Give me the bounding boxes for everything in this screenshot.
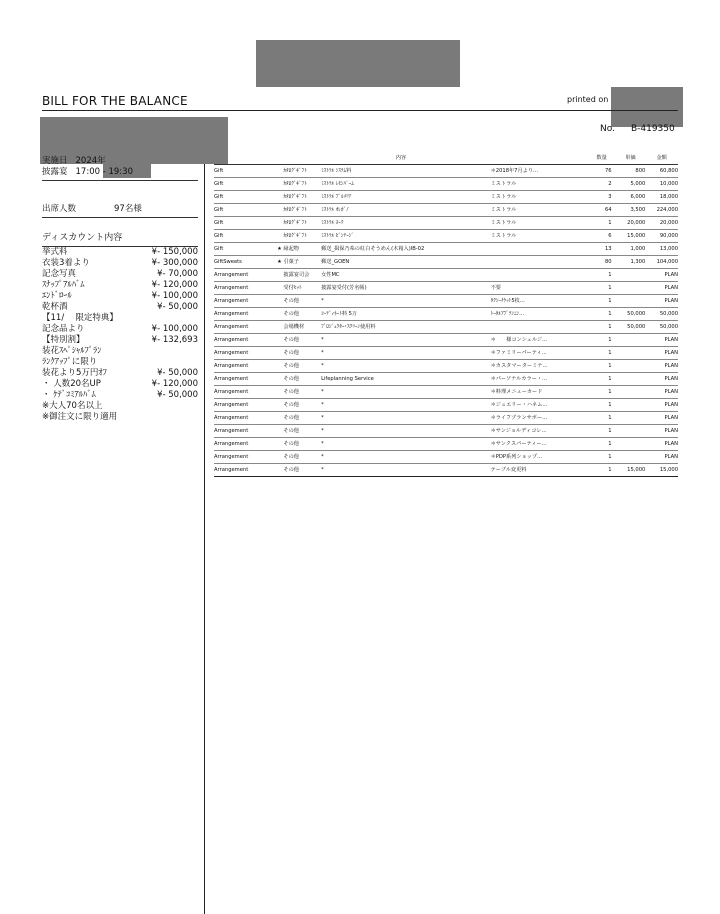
discount-row	[42, 280, 198, 291]
cell-item-name: ｺｰﾃﾞｨﾈｰﾄ料 5万	[321, 311, 358, 317]
table-row	[214, 256, 678, 269]
cell-amount: PLAN	[664, 441, 679, 447]
table-row	[214, 178, 678, 191]
table-row	[214, 399, 678, 412]
cell-qty: 1	[608, 324, 612, 330]
table-row	[214, 360, 678, 373]
cell-item-name: *	[321, 467, 324, 473]
cell-qty: 1	[608, 311, 612, 317]
discount-note: ※御注文に限り適用	[42, 412, 118, 422]
cell-category: その他	[283, 298, 299, 304]
cell-amount: PLAN	[664, 298, 679, 304]
discount-label: 【11/ 限定特典】	[42, 313, 118, 323]
cell-amount: 20,000	[659, 220, 679, 226]
cell-note: テーブル変更料	[490, 467, 527, 473]
cell-unit-price	[616, 451, 646, 463]
cell-qty: 6	[608, 233, 612, 239]
cell-type: Gift	[214, 220, 224, 226]
cell-type: Arrangement	[214, 467, 249, 473]
cell-unit-price	[616, 373, 646, 385]
table-row	[214, 191, 678, 204]
discount-title: ディスカウント内容	[42, 233, 123, 243]
cell-note: ＊ 様コンシェルジ...	[490, 337, 548, 343]
cell-category: その他	[283, 467, 299, 473]
cell-note: ＊サンクスパーティー...	[490, 441, 547, 447]
cell-star	[275, 360, 283, 372]
cell-note: 不要	[490, 285, 501, 291]
discount-label: 挙式料	[42, 247, 68, 257]
cell-qty: 1	[608, 389, 612, 395]
cell-qty: 1	[608, 298, 612, 304]
table-row	[214, 334, 678, 347]
cell-amount: 18,000	[659, 194, 679, 200]
cell-star	[275, 321, 283, 333]
header-unit-price: 単価	[625, 155, 636, 161]
table-row	[214, 451, 678, 464]
cell-qty: 2	[608, 181, 612, 187]
cell-star	[275, 204, 283, 216]
table-row	[214, 243, 678, 256]
cell-note: ミストラル	[490, 194, 517, 200]
cell-qty: 80	[604, 259, 612, 265]
cell-item-name: 女性MC	[321, 272, 340, 278]
cell-qty: 1	[608, 454, 612, 460]
discount-row	[42, 269, 198, 280]
cell-item-name: 郵送_GOEN	[321, 259, 350, 265]
cell-unit-price	[616, 282, 646, 294]
cell-unit-price: 3,500	[630, 207, 646, 213]
table-row	[214, 165, 678, 178]
cell-qty: 1	[608, 337, 612, 343]
discount-value: ¥- 300,000	[151, 258, 198, 268]
cell-item-name: *	[321, 389, 324, 395]
cell-qty: 1	[608, 441, 612, 447]
cell-amount: PLAN	[664, 376, 679, 382]
table-row	[214, 230, 678, 243]
cell-amount: 224,000	[656, 207, 679, 213]
cell-amount: 10,000	[659, 181, 679, 187]
cell-amount: 60,800	[659, 168, 679, 174]
cell-unit-price	[616, 438, 646, 450]
cell-qty: 1	[608, 350, 612, 356]
cell-note: ＊パーソナルカラー・...	[490, 376, 547, 382]
cell-type: Arrangement	[214, 376, 249, 382]
cell-category: その他	[283, 454, 299, 460]
cell-unit-price: 50,000	[627, 324, 646, 330]
cell-item-name: ﾐｽﾄﾗﾙ ﾌﾞﾙﾒﾘｱ	[321, 194, 352, 200]
cell-unit-price	[616, 412, 646, 424]
cell-item-name: ﾐｽﾄﾗﾙ ｵﾚｶﾞﾉ	[321, 207, 349, 213]
cell-note: ＊PDP系列ショップ...	[490, 454, 543, 460]
cell-type: Gift	[214, 246, 224, 252]
cell-category: 縁起物	[283, 246, 299, 252]
discount-row	[42, 379, 198, 390]
bill-number-value: B-419350	[630, 124, 675, 134]
cell-star	[275, 295, 283, 307]
cell-category: その他	[283, 389, 299, 395]
cell-type: Gift	[214, 194, 224, 200]
cell-note: ミストラル	[490, 181, 517, 187]
cell-amount: 104,000	[656, 259, 679, 265]
cell-item-name: *	[321, 298, 324, 304]
discount-value: ¥- 120,000	[151, 379, 198, 389]
reception-time	[42, 167, 198, 178]
cell-note	[491, 243, 588, 255]
cell-amount: 50,000	[659, 311, 679, 317]
redacted-header-block	[256, 40, 460, 87]
cell-amount: 50,000	[659, 324, 679, 330]
discount-label: 【特別割】	[42, 335, 85, 345]
discount-value: ¥- 50,000	[157, 390, 198, 400]
event-summary-panel	[42, 156, 198, 423]
cell-category: 会場機材	[283, 324, 305, 330]
table-row	[214, 295, 678, 308]
discount-label: ・ ｹﾃﾞｺﾐｱﾙﾊﾞﾑ	[42, 390, 96, 400]
cell-qty: 76	[604, 168, 612, 174]
cell-category: ｶﾀﾛｸﾞｷﾞﾌﾄ	[283, 220, 307, 226]
discount-row	[42, 346, 198, 357]
cell-note: ミストラル	[490, 207, 517, 213]
cell-star	[275, 282, 283, 294]
cell-note: ＊ジュエリー・ハネム...	[490, 402, 548, 408]
cell-unit-price	[616, 399, 646, 411]
header-content: 内容	[395, 155, 407, 161]
discount-row	[42, 357, 198, 368]
cell-item-name: *	[321, 337, 324, 343]
cell-unit-price	[616, 386, 646, 398]
cell-category: その他	[283, 311, 299, 317]
discount-label: 装花より5万円ｵﾌ	[42, 368, 107, 378]
cell-note	[491, 256, 588, 268]
cell-qty: 1	[608, 376, 612, 382]
discount-row	[42, 302, 198, 313]
cell-unit-price	[616, 425, 646, 437]
discount-note: ※大人70名以上	[42, 401, 103, 411]
cell-unit-price: 15,000	[627, 233, 646, 239]
table-row	[214, 321, 678, 334]
cell-category: ｶﾀﾛｸﾞｷﾞﾌﾄ	[283, 181, 307, 187]
cell-qty: 1	[608, 272, 612, 278]
event-date-label: 実施日	[42, 156, 68, 166]
discount-row	[42, 390, 198, 401]
cell-star	[275, 308, 283, 320]
cell-type: Gift	[214, 181, 224, 187]
cell-category: その他	[283, 376, 299, 382]
table-row	[214, 282, 678, 295]
cell-star	[275, 269, 283, 281]
cell-star	[275, 334, 283, 346]
cell-star	[275, 230, 283, 242]
cell-note: ＊ファミリーパーティ...	[490, 350, 547, 356]
cell-unit-price	[616, 295, 646, 307]
cell-type: Arrangement	[214, 428, 249, 434]
attendance-value: 97名様	[114, 204, 142, 214]
cell-star	[275, 386, 283, 398]
cell-type: Arrangement	[214, 441, 249, 447]
discount-value: ¥- 50,000	[157, 302, 198, 312]
cell-category: ｶﾀﾛｸﾞｷﾞﾌﾄ	[283, 194, 307, 200]
cell-note: ミストラル	[490, 220, 517, 226]
cell-category: その他	[283, 337, 299, 343]
cell-note	[491, 321, 588, 333]
cell-category: その他	[283, 428, 299, 434]
cell-unit-price: 50,000	[627, 311, 646, 317]
document-title: BILL FOR THE BALANCE	[42, 94, 188, 108]
cell-item-name: ﾐｽﾄﾗﾙ ﾖｰｸ	[321, 220, 344, 226]
cell-category: ｶﾀﾛｸﾞｷﾞﾌﾄ	[283, 168, 307, 174]
cell-note: ＊料理メニューカード	[490, 389, 543, 395]
cell-star	[275, 425, 283, 437]
cell-item-name: *	[321, 454, 324, 460]
cell-type: Gift	[214, 207, 224, 213]
cell-qty: 1	[608, 363, 612, 369]
table-row	[214, 425, 678, 438]
event-date-value: 2024年	[75, 156, 106, 166]
discount-row	[42, 291, 198, 302]
cell-category: その他	[283, 441, 299, 447]
cell-type: Arrangement	[214, 389, 249, 395]
bill-number	[600, 124, 675, 134]
cell-amount: PLAN	[664, 272, 679, 278]
cell-amount: PLAN	[664, 363, 679, 369]
cell-item-name: *	[321, 350, 324, 356]
table-row	[214, 412, 678, 425]
discount-value: ¥- 120,000	[151, 280, 198, 290]
cell-unit-price	[616, 269, 646, 281]
discount-label: ｴﾝﾄﾞﾛｰﾙ	[42, 291, 72, 301]
cell-type: Arrangement	[214, 454, 249, 460]
cell-unit-price	[616, 360, 646, 372]
cell-amount: PLAN	[664, 350, 679, 356]
cell-amount: PLAN	[664, 285, 679, 291]
cell-type: Arrangement	[214, 363, 249, 369]
cell-star	[275, 165, 283, 177]
cell-category: 披露宴司会	[283, 272, 310, 278]
cell-star	[275, 373, 283, 385]
table-row	[214, 217, 678, 230]
cell-type: Arrangement	[214, 285, 249, 291]
cell-star	[275, 347, 283, 359]
table-row	[214, 438, 678, 451]
cell-item-name: *	[321, 363, 324, 369]
attendance-row	[42, 203, 198, 215]
cell-note	[491, 269, 588, 281]
cell-unit-price: 15,000	[627, 467, 646, 473]
cell-star	[275, 464, 283, 476]
cell-unit-price: 20,000	[627, 220, 646, 226]
table-body	[214, 165, 678, 477]
discount-label: 記念写真	[42, 269, 77, 279]
discount-value: ¥- 50,000	[157, 368, 198, 378]
cell-unit-price	[616, 334, 646, 346]
cell-note: ＊2018年7月より...	[490, 168, 538, 174]
table-row	[214, 464, 678, 477]
cell-item-name: 郵送_揖保乃糸の紅白そうめん(木箱入)IB-02	[321, 246, 425, 252]
title-divider	[42, 110, 678, 111]
discount-value: ¥- 150,000	[151, 247, 198, 257]
bill-number-label: No.	[600, 124, 615, 134]
cell-note: ﾀｸｼｰﾁｹｯﾄ5枚...	[490, 298, 525, 304]
cell-qty: 3	[608, 194, 612, 200]
discount-label: 衣装3着より	[42, 258, 90, 268]
discount-label: 乾杯酒	[42, 302, 68, 312]
cell-category: その他	[283, 415, 299, 421]
header-qty: 数量	[596, 155, 607, 161]
cell-qty: 1	[608, 428, 612, 434]
cell-category: ｶﾀﾛｸﾞｷﾞﾌﾄ	[283, 233, 307, 239]
cell-qty: 1	[608, 402, 612, 408]
cell-category: その他	[283, 402, 299, 408]
discount-row	[42, 247, 198, 258]
cell-type: Arrangement	[214, 324, 249, 330]
table-header	[214, 152, 678, 165]
discount-label: ・ 人数20名UP	[42, 379, 101, 389]
cell-category: ｶﾀﾛｸﾞｷﾞﾌﾄ	[283, 207, 307, 213]
discount-row	[42, 335, 198, 346]
cell-note: ミストラル	[490, 233, 517, 239]
cell-amount: PLAN	[664, 402, 679, 408]
cell-category: その他	[283, 350, 299, 356]
cell-star	[275, 438, 283, 450]
table-row	[214, 386, 678, 399]
table-row	[214, 347, 678, 360]
cell-unit-price: 1,000	[630, 246, 646, 252]
cell-type: Arrangement	[214, 337, 249, 343]
cell-item-name: ﾐｽﾄﾗﾙ ｼｽﾃﾑ料	[321, 168, 352, 174]
discount-notes	[42, 401, 198, 423]
header-amount: 金額	[656, 155, 667, 161]
cell-category: 引菓子	[283, 259, 299, 265]
cell-amount: PLAN	[664, 389, 679, 395]
table-row	[214, 269, 678, 282]
cell-star	[275, 412, 283, 424]
redacted-print-date	[611, 87, 683, 127]
cell-amount: PLAN	[664, 454, 679, 460]
cell-type: Arrangement	[214, 272, 249, 278]
column-divider	[204, 164, 205, 914]
cell-qty: 13	[604, 246, 612, 252]
table-row	[214, 308, 678, 321]
cell-unit-price: 6,000	[630, 194, 646, 200]
cell-type: Gift	[214, 168, 224, 174]
discount-row	[42, 368, 198, 379]
cell-star	[275, 451, 283, 463]
cell-unit-price: 800	[635, 168, 646, 174]
event-date	[42, 156, 198, 167]
discount-list	[42, 247, 198, 401]
cell-qty: 64	[604, 207, 612, 213]
cell-item-name: *	[321, 428, 324, 434]
cell-unit-price: 5,000	[630, 181, 646, 187]
cell-amount: 15,000	[659, 467, 679, 473]
discount-value: ¥- 132,693	[151, 335, 198, 345]
cell-category: その他	[283, 363, 299, 369]
cell-amount: 90,000	[659, 233, 679, 239]
cell-unit-price: 1,300	[630, 259, 646, 265]
cell-qty: 1	[608, 415, 612, 421]
printed-on-label: printed on	[567, 95, 609, 104]
cell-star: ★	[277, 259, 282, 265]
discount-value: ¥- 100,000	[151, 324, 198, 334]
cell-item-name: *	[321, 415, 324, 421]
cell-amount: 13,000	[659, 246, 679, 252]
cell-note: ＊カスタマーターミナ...	[490, 363, 548, 369]
cell-item-name: ﾌﾟﾛｼﾞｪｸﾀｰ･ｽｸﾘｰﾝ使用料	[321, 324, 376, 330]
cell-amount: PLAN	[664, 428, 679, 434]
cell-note: ＊サンジョルディコレ...	[490, 428, 547, 434]
discount-label: ｽﾅｯﾌﾟｱﾙﾊﾞﾑ	[42, 280, 85, 290]
cell-item-name: *	[321, 402, 324, 408]
cell-qty: 1	[608, 220, 612, 226]
cell-star: ★	[277, 246, 282, 252]
discount-row	[42, 258, 198, 269]
cell-star	[275, 191, 283, 203]
cell-note: ﾄｰﾀﾙｱﾌﾟﾗﾝﾆﾝ...	[490, 311, 525, 317]
cell-type: Arrangement	[214, 402, 249, 408]
cell-type: Arrangement	[214, 298, 249, 304]
cell-unit-price	[616, 347, 646, 359]
table-row	[214, 204, 678, 217]
discount-row	[42, 313, 198, 324]
cell-amount: PLAN	[664, 337, 679, 343]
cell-note: ＊ライフプランサポー...	[490, 415, 548, 421]
discount-label: 記念品より	[42, 324, 85, 334]
cell-type: Gift	[214, 233, 224, 239]
table-row	[214, 373, 678, 386]
reception-label: 披露宴	[42, 167, 68, 177]
cell-qty: 1	[608, 467, 612, 473]
discount-label: ﾗﾝｸｱｯﾌﾟに限り	[42, 357, 98, 367]
cell-qty: 1	[608, 285, 612, 291]
cell-type: GiftSweets	[214, 259, 242, 265]
cell-star	[275, 178, 283, 190]
cell-item-name: *	[321, 441, 324, 447]
cell-category: 受付ｾｯﾄ	[283, 285, 302, 291]
attendance-label: 出席人数	[42, 204, 77, 214]
cell-amount: PLAN	[664, 415, 679, 421]
cell-item-name: 披露宴受付(芳名帳)	[321, 285, 367, 291]
cell-item-name: ﾐｽﾄﾗﾙ ﾚﾓﾝﾊﾞｰﾑ	[321, 181, 354, 187]
cell-type: Arrangement	[214, 415, 249, 421]
discount-value: ¥- 70,000	[157, 269, 198, 279]
cell-type: Arrangement	[214, 350, 249, 356]
cell-item-name: Lifeplanning Service	[321, 376, 374, 382]
cell-type: Arrangement	[214, 311, 249, 317]
discount-value: ¥- 100,000	[151, 291, 198, 301]
cell-item-name: ﾐｽﾄﾗﾙ ﾋﾞﾝﾃｰｼﾞ	[321, 233, 354, 239]
attendance-divider	[42, 217, 198, 218]
reception-value: 17:00 - 19:30	[75, 167, 133, 177]
cell-star	[275, 217, 283, 229]
discount-label: 装花ｽﾍﾟｼｬﾙﾌﾟﾗﾝ	[42, 346, 102, 356]
discount-row	[42, 324, 198, 335]
cell-star	[275, 399, 283, 411]
line-items-table	[214, 152, 678, 477]
